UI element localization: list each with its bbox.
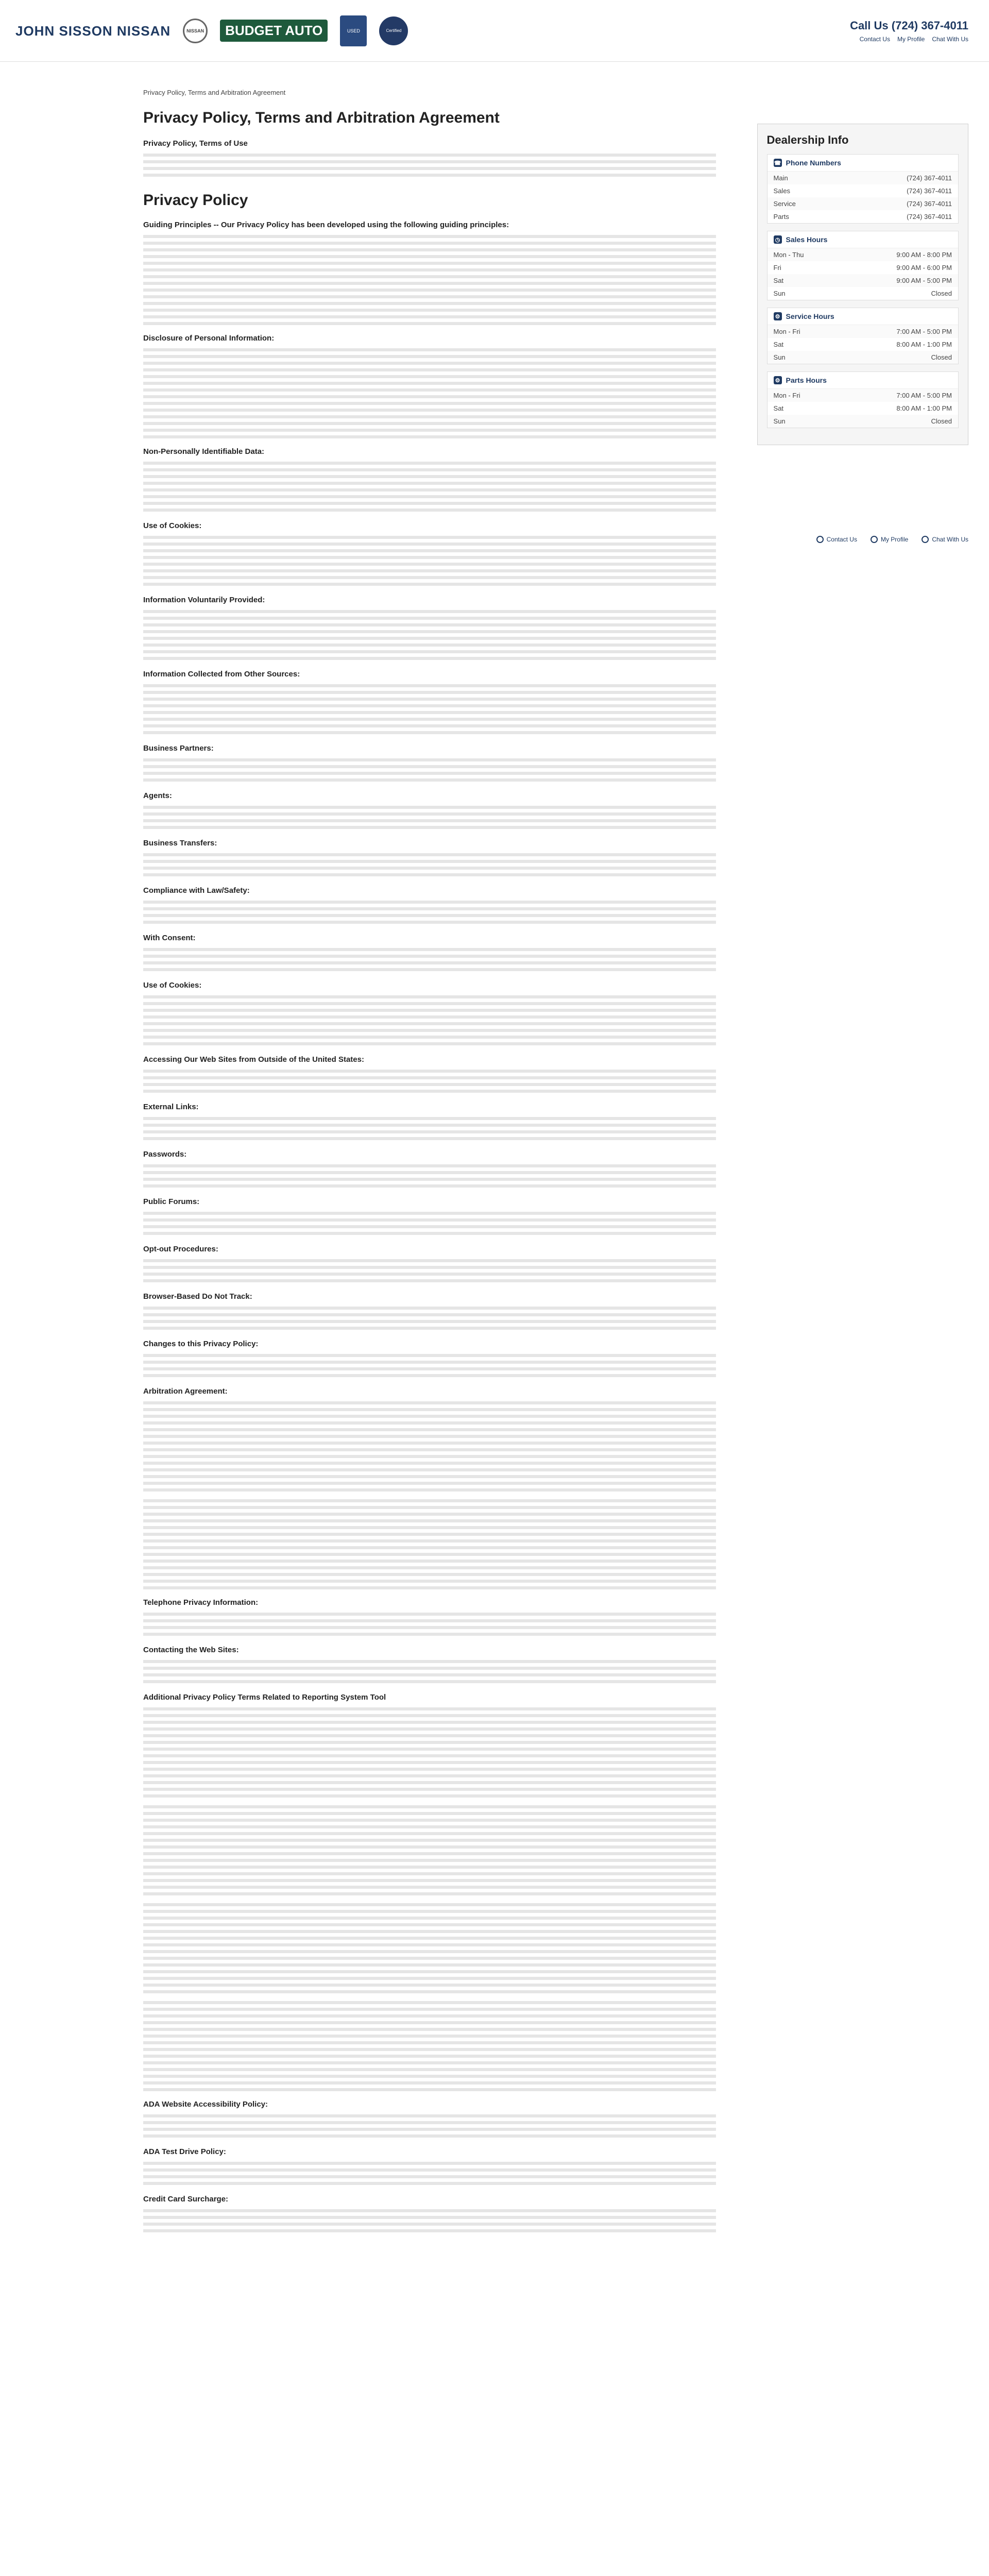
- paragraph: [143, 152, 716, 179]
- section-heading: Agents:: [143, 791, 172, 800]
- util-profile-label: My Profile: [880, 536, 909, 543]
- row-label: Mon - Fri: [773, 392, 800, 399]
- section-heading: Opt-out Procedures:: [143, 1244, 218, 1253]
- paragraph: [143, 1115, 716, 1142]
- section-heading: Information Voluntarily Provided:: [143, 595, 265, 604]
- paragraph: [143, 1999, 716, 2092]
- paragraph: [143, 2208, 716, 2234]
- row-label: Sat: [773, 404, 784, 412]
- util-chat[interactable]: [922, 536, 968, 543]
- parts-hours-label: Parts Hours: [786, 376, 827, 384]
- paragraph: [143, 2113, 716, 2140]
- section-heading: ADA Website Accessibility Policy:: [143, 2099, 268, 2109]
- section-heading: Use of Cookies:: [143, 980, 202, 990]
- section-heading: Browser-Based Do Not Track:: [143, 1292, 252, 1301]
- section-heading: Information Collected from Other Sources:: [143, 669, 300, 679]
- paragraph: [143, 1163, 716, 1190]
- paragraph: [143, 1804, 716, 1896]
- sidebar-row: [768, 351, 958, 364]
- nav-contact[interactable]: Contact Us: [859, 35, 890, 43]
- phone-numbers-head: [768, 155, 958, 172]
- paragraph: [143, 1498, 716, 1590]
- row-label: Sun: [773, 290, 786, 297]
- row-value: Closed: [931, 290, 952, 297]
- section-heading: Use of Cookies:: [143, 521, 202, 530]
- section-heading: Business Transfers:: [143, 838, 217, 848]
- row-label: Sun: [773, 353, 786, 361]
- sales-hours: [767, 231, 959, 300]
- section-heading: Business Partners:: [143, 743, 214, 753]
- service-hours: [767, 308, 959, 364]
- sidebar-row[interactable]: [768, 172, 958, 184]
- site-header: [0, 0, 989, 62]
- section-title: Privacy Policy: [143, 191, 248, 209]
- header-phone[interactable]: Call Us (724) 367-4011: [850, 19, 968, 32]
- service-hours-head: [768, 308, 958, 325]
- intro-heading: Privacy Policy, Terms of Use: [143, 139, 248, 148]
- sidebar-row: [768, 274, 958, 287]
- row-value: 9:00 AM - 5:00 PM: [896, 277, 952, 284]
- nissan-logo[interactable]: NISSAN: [183, 19, 208, 43]
- util-profile[interactable]: [871, 536, 908, 543]
- paragraph: [143, 1210, 716, 1237]
- row-label: Main: [773, 174, 788, 182]
- row-value: 8:00 AM - 1:00 PM: [896, 341, 952, 348]
- utility-bar: [816, 536, 968, 543]
- row-label: Sat: [773, 341, 784, 348]
- user-icon: [871, 536, 878, 543]
- row-value: 7:00 AM - 5:00 PM: [896, 328, 952, 335]
- paragraph: [143, 233, 716, 326]
- util-chat-label: Chat With Us: [932, 536, 968, 543]
- util-contact-label: Contact Us: [826, 536, 857, 543]
- paragraph: [143, 460, 716, 514]
- row-label: Sales: [773, 187, 791, 195]
- paragraph: [143, 1706, 716, 1799]
- nav-profile[interactable]: My Profile: [897, 35, 925, 43]
- row-label: Sat: [773, 277, 784, 284]
- paragraph: [143, 1658, 716, 1685]
- util-contact[interactable]: [816, 536, 857, 543]
- paragraph: [143, 852, 716, 878]
- row-value: 7:00 AM - 5:00 PM: [896, 392, 952, 399]
- logo-group: [15, 15, 408, 46]
- section-heading: Arbitration Agreement:: [143, 1386, 228, 1396]
- sidebar-row: [768, 287, 958, 300]
- paragraph: [143, 2160, 716, 2187]
- row-label: Mon - Fri: [773, 328, 800, 335]
- row-value: 9:00 AM - 6:00 PM: [896, 264, 952, 272]
- phone-numbers: [767, 154, 959, 224]
- paragraph: [143, 1258, 716, 1284]
- nav-chat[interactable]: Chat With Us: [932, 35, 968, 43]
- sidebar-row[interactable]: [768, 210, 958, 223]
- paragraph: [143, 1352, 716, 1379]
- section-heading: With Consent:: [143, 933, 196, 942]
- sidebar-row: [768, 389, 958, 402]
- row-label: Parts: [773, 213, 789, 221]
- sidebar-row: [768, 338, 958, 351]
- sidebar-row: [768, 248, 958, 261]
- main-content: [143, 88, 716, 2240]
- paragraph: [143, 347, 716, 439]
- paragraph: [143, 1068, 716, 1095]
- paragraph: [143, 994, 716, 1047]
- parts-hours: [767, 371, 959, 428]
- paragraph: [143, 608, 716, 662]
- row-label: Service: [773, 200, 796, 208]
- sidebar-row: [768, 415, 958, 428]
- row-value: Closed: [931, 417, 952, 425]
- header-nav: [850, 36, 968, 43]
- paragraph: [143, 1611, 716, 1638]
- row-value: Closed: [931, 353, 952, 361]
- breadcrumb: Privacy Policy, Terms and Arbitration Agreement: [143, 89, 286, 96]
- section-heading: Telephone Privacy Information:: [143, 1598, 259, 1607]
- page-title: Privacy Policy, Terms and Arbitration Agreement: [143, 109, 500, 126]
- paragraph: [143, 946, 716, 973]
- sidebar-row: [768, 261, 958, 274]
- row-value: 8:00 AM - 1:00 PM: [896, 404, 952, 412]
- dealership-info-panel: [757, 124, 968, 445]
- header-contact: [850, 19, 968, 43]
- phone-icon: ☎: [774, 159, 782, 167]
- paragraph: [143, 1305, 716, 1332]
- row-label: Sun: [773, 417, 786, 425]
- section-heading: Contacting the Web Sites:: [143, 1645, 239, 1654]
- paragraph: [143, 899, 716, 926]
- section-heading: Passwords:: [143, 1149, 187, 1159]
- section-heading: Non-Personally Identifiable Data:: [143, 447, 265, 456]
- section-heading: External Links:: [143, 1102, 199, 1111]
- clock-icon: ◷: [774, 235, 782, 244]
- row-value: (724) 367-4011: [907, 174, 952, 182]
- gear-icon: ⚙: [774, 376, 782, 384]
- paragraph: [143, 1400, 716, 1493]
- budget-auto-logo[interactable]: BUDGET AUTO: [220, 20, 328, 42]
- sidebar-row: [768, 402, 958, 415]
- sales-hours-label: Sales Hours: [786, 235, 828, 244]
- paragraph: [143, 804, 716, 831]
- service-hours-label: Service Hours: [786, 312, 834, 320]
- location-icon: [816, 536, 824, 543]
- section-heading: Accessing Our Web Sites from Outside of the United States:: [143, 1055, 364, 1064]
- row-value: (724) 367-4011: [907, 200, 952, 208]
- phone-numbers-label: Phone Numbers: [786, 159, 841, 167]
- sidebar-title: Dealership Info: [766, 133, 849, 146]
- used-badge-logo[interactable]: USED: [340, 15, 367, 46]
- paragraph: [143, 683, 716, 736]
- row-label: Mon - Thu: [773, 251, 804, 259]
- row-label: Fri: [773, 264, 781, 272]
- parts-hours-head: [768, 372, 958, 389]
- section-heading: Changes to this Privacy Policy:: [143, 1339, 259, 1348]
- section-heading: Disclosure of Personal Information:: [143, 333, 275, 343]
- section-heading: ADA Test Drive Policy:: [143, 2147, 226, 2156]
- certified-logo[interactable]: Certified: [379, 16, 408, 45]
- section-heading: Credit Card Surcharge:: [143, 2194, 229, 2204]
- section-heading: Public Forums:: [143, 1197, 200, 1206]
- row-value: (724) 367-4011: [907, 187, 952, 195]
- paragraph: [143, 757, 716, 784]
- sidebar-row: [768, 325, 958, 338]
- row-value: (724) 367-4011: [907, 213, 952, 221]
- paragraph: [143, 1902, 716, 1994]
- page-body: [0, 62, 989, 2240]
- sales-hours-head: [768, 231, 958, 248]
- sidebar-row[interactable]: [768, 197, 958, 210]
- row-value: 9:00 AM - 8:00 PM: [896, 251, 952, 259]
- guiding-principles: Guiding Principles -- Our Privacy Policy has been developed using the following guiding principles:: [143, 220, 509, 229]
- sidebar-row[interactable]: [768, 184, 958, 197]
- section-heading: Compliance with Law/Safety:: [143, 886, 250, 895]
- chat-icon: [922, 536, 929, 543]
- wrench-icon: ⚙: [774, 312, 782, 320]
- dealer-logo[interactable]: JOHN SISSON NISSAN: [15, 23, 171, 39]
- section-heading: Additional Privacy Policy Terms Related to Reporting System Tool: [143, 1692, 386, 1702]
- paragraph: [143, 534, 716, 588]
